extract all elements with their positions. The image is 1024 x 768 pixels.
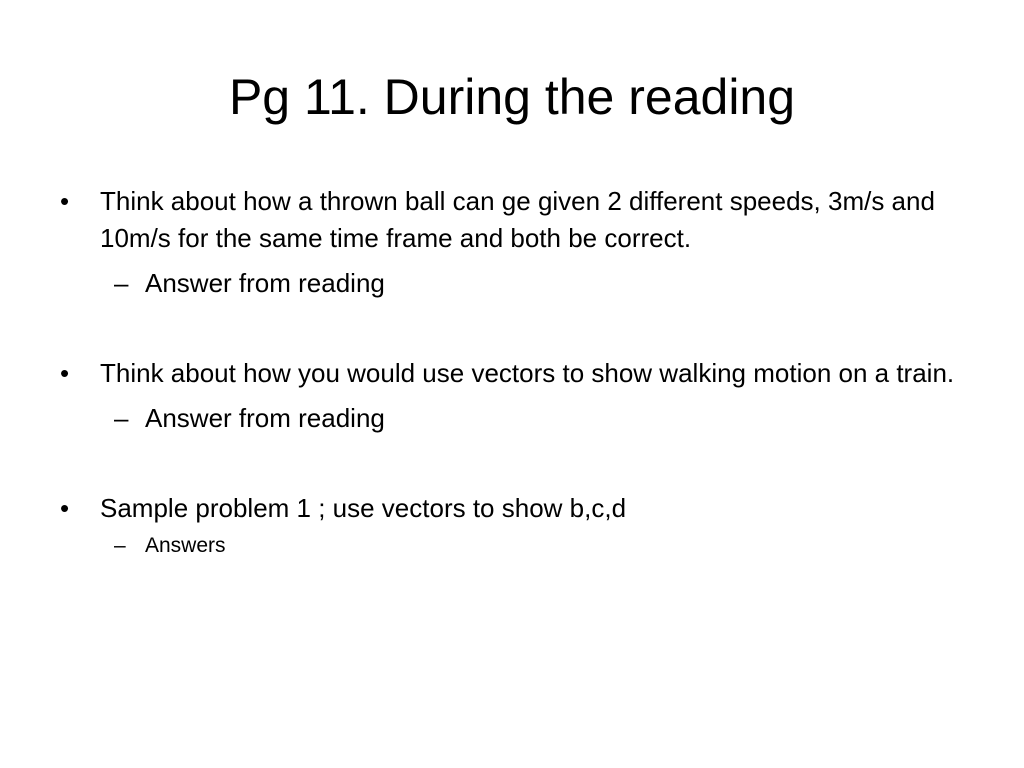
- bullet-text: Think about how a thrown ball can ge given 2 different speeds, 3m/s and 10m/s for the same time frame and both be correct.: [100, 186, 935, 253]
- dash-icon: –: [114, 403, 129, 433]
- bullet-item: [56, 355, 976, 392]
- bullet-text: Think about how you would use vectors to show walking motion on a train.: [100, 358, 955, 388]
- dash-icon: –: [114, 268, 129, 298]
- sub-bullet-item: [56, 531, 976, 561]
- bullet-icon: •: [60, 493, 70, 523]
- dash-icon: –: [114, 534, 126, 557]
- sub-bullet-text: Answer from reading: [145, 268, 385, 298]
- sub-bullet-text: Answer from reading: [145, 403, 385, 433]
- sub-bullet-item: [56, 265, 976, 302]
- sub-bullet-text: Answers: [145, 534, 226, 557]
- bullet-text: Sample problem 1 ; use vectors to show b,c,d: [100, 493, 627, 523]
- bullet-icon: •: [60, 186, 70, 216]
- bullet-item: [56, 490, 976, 527]
- bullet-icon: •: [60, 358, 70, 388]
- slide-title: Pg 11. During the reading: [228, 69, 796, 125]
- sub-bullet-item: [56, 400, 976, 437]
- slide-body: [56, 183, 976, 561]
- bullet-item: [56, 183, 976, 257]
